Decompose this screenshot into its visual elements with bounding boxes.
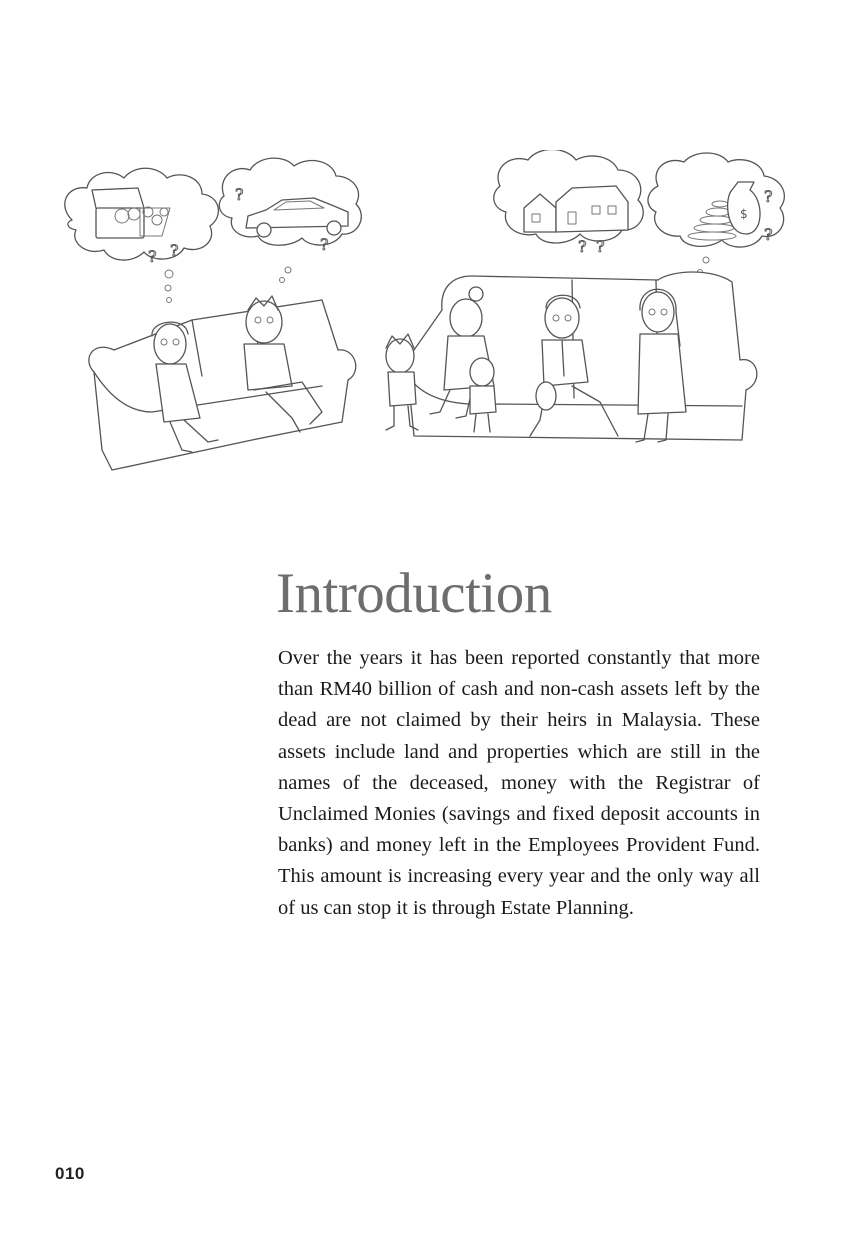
left-sofa-couple [89,296,356,470]
illustration-family-on-sofas [52,150,812,490]
question-mark-icon: ? [320,235,329,254]
page-title: Introduction [276,562,552,625]
body-paragraph: Over the years it has been reported constantly that more than RM40 billion of cash and non-cash assets left by the dead are not claimed by their heirs in Malaysia. These assets include land and properties which are still in the names of the deceased, money with the Registrar of Unclaimed Monies (savings and fixed deposit accounts in banks) and money left in the Employees Provident Fund. This amount is increasing every year and the only way all of us can stop it is through Estate Planning. [278,647,760,919]
question-mark-icon: ? [170,241,179,260]
question-mark-icon: ? [148,247,157,266]
svg-text:$: $ [740,207,748,221]
right-sofa-family [386,272,757,442]
thought-cloud-money [648,153,784,275]
thought-cloud-treasure [65,168,219,302]
thought-cloud-car [219,158,361,282]
question-mark-icon: ? [764,187,773,206]
page-number: 010 [55,1164,85,1183]
illustration-svg [52,150,812,490]
question-mark-icon: ? [578,237,587,256]
thought-cloud-house [494,150,643,256]
question-mark-icon: ? [764,225,773,244]
question-mark-icon: ? [596,237,605,256]
question-mark-icon: ? [235,185,244,204]
